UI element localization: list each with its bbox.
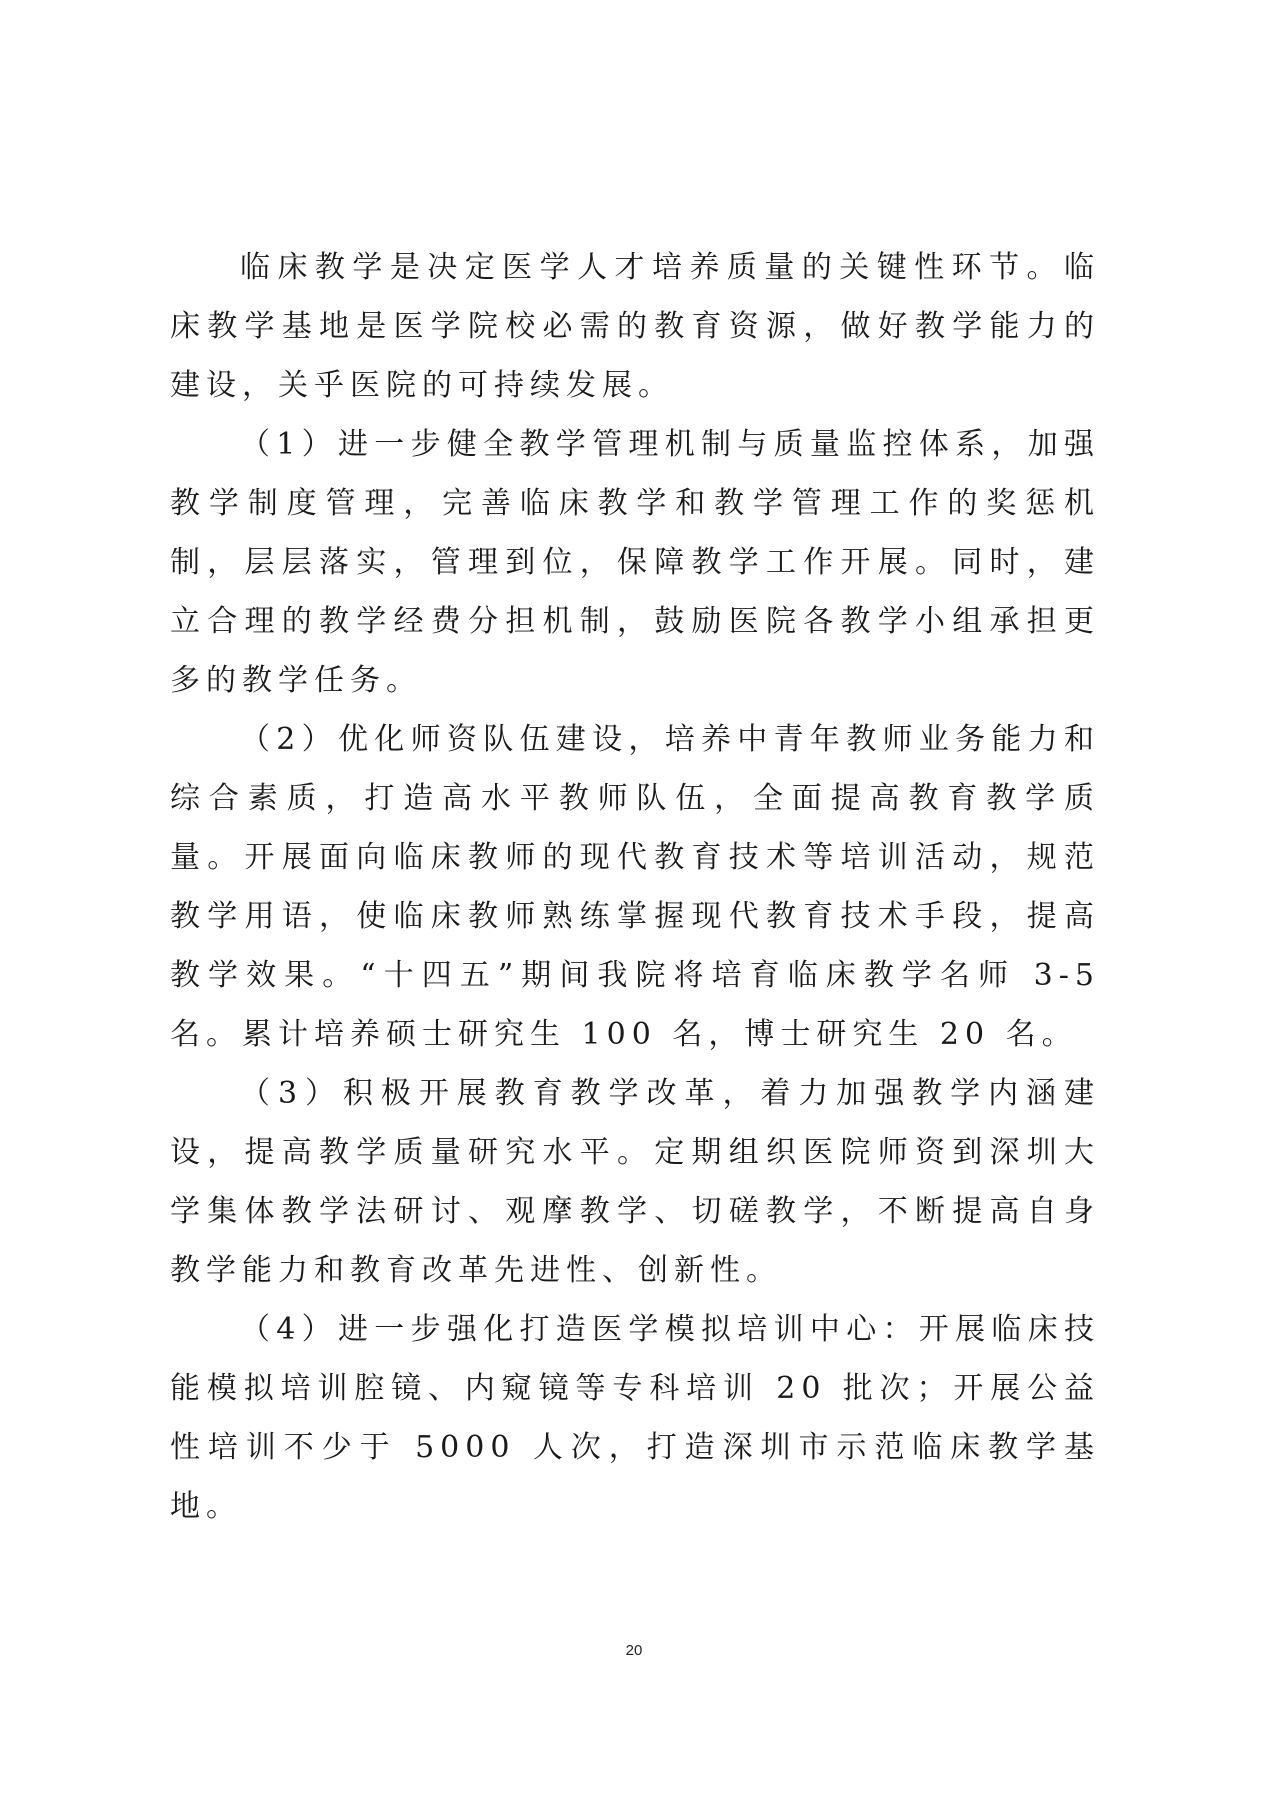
paragraph-item-4: （4）进一步强化打造医学模拟培训中心：开展临床技能模拟培训腔镜、内窥镜等专科培训 20 批次；开展公益性培训不少于 5000 人次，打造深圳市示范临床教学基地。 (170, 1312, 1100, 1524)
document-body (170, 238, 1100, 1536)
page-number: 20 (625, 1642, 643, 1659)
paragraph-intro: 临床教学是决定医学人才培养质量的关键性环节。临床教学基地是医学院校必需的教育资源，做好教学能力的建设，关乎医院的可持续发展。 (170, 250, 1100, 403)
paragraph-item-3: （3）积极开展教育教学改革，着力加强教学内涵建设，提高教学质量研究水平。定期组织医院师资到深圳大学集体教学法研讨、观摩教学、切磋教学，不断提高自身教学能力和教育改革先进性、创新性。 (170, 1076, 1100, 1288)
paragraph-item-2: （2）优化师资队伍建设，培养中青年教师业务能力和综合素质，打造高水平教师队伍，全面提高教育教学质量。开展面向临床教师的现代教育技术等培训活动，规范教学用语，使临床教师熟练掌握现代教育技术手段，提高教学效果。“十四五”期间我院将培育临床教学名师 3-5 名。累计培养硕士研究生 100 名，博士研究生 20 名。 (170, 722, 1100, 1052)
paragraph-item-1: （1）进一步健全教学管理机制与质量监控体系，加强教学制度管理，完善临床教学和教学管理工作的奖惩机制，层层落实，管理到位，保障教学工作开展。同时，建立合理的教学经费分担机制，鼓励医院各教学小组承担更多的教学任务。 (170, 427, 1100, 698)
